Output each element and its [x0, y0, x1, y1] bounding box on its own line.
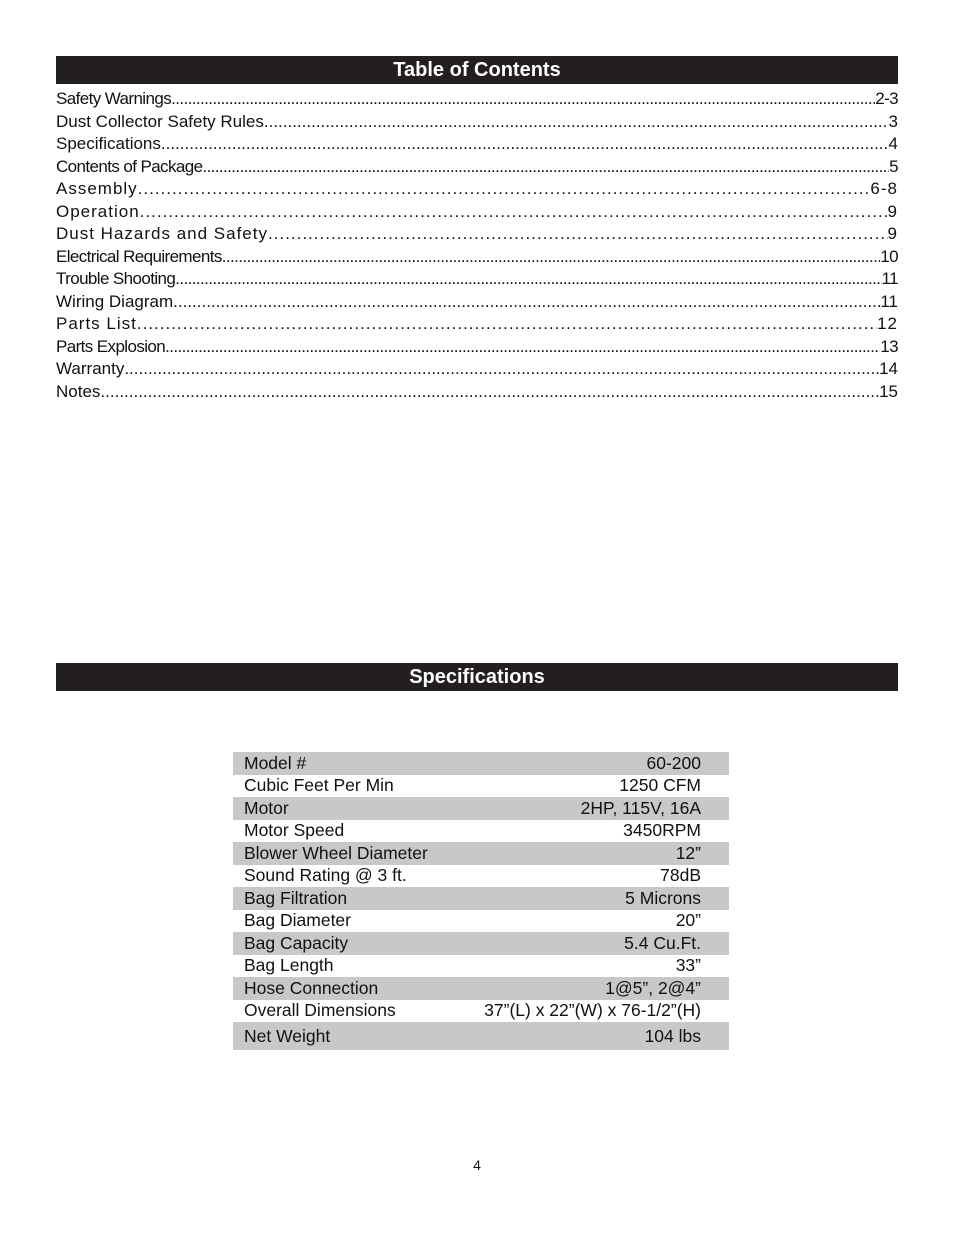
- spec-label: Sound Rating @ 3 ft.: [244, 865, 407, 886]
- toc-entry[interactable]: [56, 269, 898, 292]
- toc-entry-page: 4: [888, 134, 898, 153]
- toc-entry-page: 10: [880, 246, 898, 266]
- spec-label: Hose Connection: [244, 977, 379, 998]
- toc-leader: [138, 179, 871, 199]
- specifications-heading: Specifications: [56, 663, 898, 691]
- toc-entry-title: Electrical Requirements: [56, 246, 222, 266]
- spec-label: Bag Filtration: [244, 887, 348, 908]
- toc-entry-page: 15: [879, 381, 898, 401]
- toc-entry-title: Specifications: [56, 134, 161, 153]
- spec-row: [233, 752, 729, 775]
- toc-heading: Table of Contents: [56, 56, 898, 84]
- spec-label: Cubic Feet Per Min: [244, 775, 394, 796]
- toc-entry-title: Operation: [56, 201, 140, 221]
- specifications-table: [233, 752, 729, 1050]
- toc-entry-title: Contents of Package: [56, 156, 203, 176]
- spec-label: Overall Dimensions: [244, 1000, 396, 1021]
- toc-leader: [140, 202, 888, 222]
- toc-leader: [264, 112, 889, 132]
- spec-value: 5 Microns: [625, 887, 701, 908]
- spec-label: Bag Length: [244, 955, 334, 976]
- toc-leader: [124, 359, 879, 379]
- toc-entry-page: 3: [888, 111, 898, 131]
- toc-leader: [202, 157, 889, 177]
- toc-entry-page: 6-8: [870, 179, 898, 198]
- spec-row: [233, 797, 729, 820]
- toc-leader: [173, 292, 880, 312]
- toc-leader: [171, 89, 875, 109]
- spec-value: 33”: [675, 955, 701, 976]
- toc-entry[interactable]: [56, 179, 898, 202]
- toc-entry[interactable]: [56, 314, 898, 337]
- toc-entry-page: 9: [887, 201, 898, 221]
- spec-value: 5.4 Cu.Ft.: [624, 932, 701, 953]
- toc-entry-title: Dust Collector Safety Rules: [56, 111, 264, 131]
- spec-row: [233, 977, 729, 1000]
- toc-entry-title: Safety Warnings: [56, 89, 172, 108]
- toc-entry-page: 12: [877, 314, 898, 333]
- toc-leader: [165, 337, 880, 357]
- spec-row: [233, 1000, 729, 1023]
- toc-entry-page: 9: [887, 224, 898, 243]
- spec-value: 2HP, 115V, 16A: [580, 797, 701, 818]
- toc-entry-page: 14: [879, 359, 898, 378]
- spec-label: Motor Speed: [244, 820, 345, 841]
- spec-row: [233, 955, 729, 978]
- spec-label: Blower Wheel Diameter: [244, 842, 428, 863]
- spec-value: 60-200: [646, 752, 701, 773]
- spec-value: 78dB: [660, 865, 701, 886]
- spec-label: Model #: [244, 752, 307, 773]
- table-of-contents: [56, 89, 898, 404]
- toc-leader: [222, 247, 881, 267]
- toc-entry[interactable]: [56, 382, 898, 405]
- spec-label: Motor: [244, 797, 289, 818]
- toc-entry[interactable]: [56, 292, 898, 315]
- spec-value: 104 lbs: [644, 1025, 701, 1046]
- toc-entry-page: 11: [881, 269, 898, 288]
- toc-entry-page: 2-3: [875, 89, 898, 108]
- spec-row: [233, 820, 729, 843]
- toc-entry-page: 13: [880, 336, 898, 356]
- toc-entry-title: Wiring Diagram: [56, 291, 174, 311]
- spec-row: [233, 865, 729, 888]
- spec-value: 12”: [675, 842, 701, 863]
- toc-leader: [137, 314, 877, 334]
- spec-label: Bag Diameter: [244, 910, 351, 931]
- spec-row: [233, 775, 729, 798]
- spec-row: [233, 842, 729, 865]
- toc-entry[interactable]: [56, 89, 898, 112]
- toc-leader: [100, 382, 879, 402]
- toc-entry-title: Trouble Shooting: [56, 269, 176, 288]
- spec-value: 1@5”, 2@4”: [605, 977, 701, 998]
- toc-entry[interactable]: [56, 359, 898, 382]
- spec-value: 1250 CFM: [619, 775, 701, 796]
- toc-entry-title: Notes: [56, 381, 101, 401]
- toc-entry[interactable]: [56, 247, 898, 270]
- toc-leader: [175, 269, 881, 289]
- toc-entry-title: Warranty: [56, 359, 125, 378]
- toc-leader: [268, 224, 888, 244]
- spec-row: [233, 1022, 729, 1050]
- toc-entry-page: 11: [880, 291, 898, 311]
- spec-row: [233, 932, 729, 955]
- spec-row: [233, 910, 729, 933]
- spec-label: Net Weight: [244, 1025, 331, 1046]
- toc-entry-title: Parts Explosion: [56, 336, 166, 356]
- toc-entry[interactable]: [56, 157, 898, 180]
- toc-entry[interactable]: [56, 224, 898, 247]
- toc-entry[interactable]: [56, 134, 898, 157]
- toc-entry[interactable]: [56, 337, 898, 360]
- page-number: 4: [473, 1157, 481, 1173]
- toc-entry[interactable]: [56, 112, 898, 135]
- toc-leader: [161, 134, 889, 154]
- spec-value: 37”(L) x 22”(W) x 76-1/2”(H): [484, 1000, 701, 1021]
- spec-value: 3450RPM: [623, 820, 701, 841]
- toc-entry-title: Dust Hazards and Safety: [56, 224, 268, 243]
- toc-entry[interactable]: [56, 202, 898, 225]
- spec-label: Bag Capacity: [244, 932, 349, 953]
- toc-entry-title: Parts List: [56, 314, 137, 333]
- toc-entry-page: 5: [889, 156, 898, 176]
- toc-entry-title: Assembly: [56, 179, 138, 198]
- spec-value: 20”: [675, 910, 701, 931]
- spec-row: [233, 887, 729, 910]
